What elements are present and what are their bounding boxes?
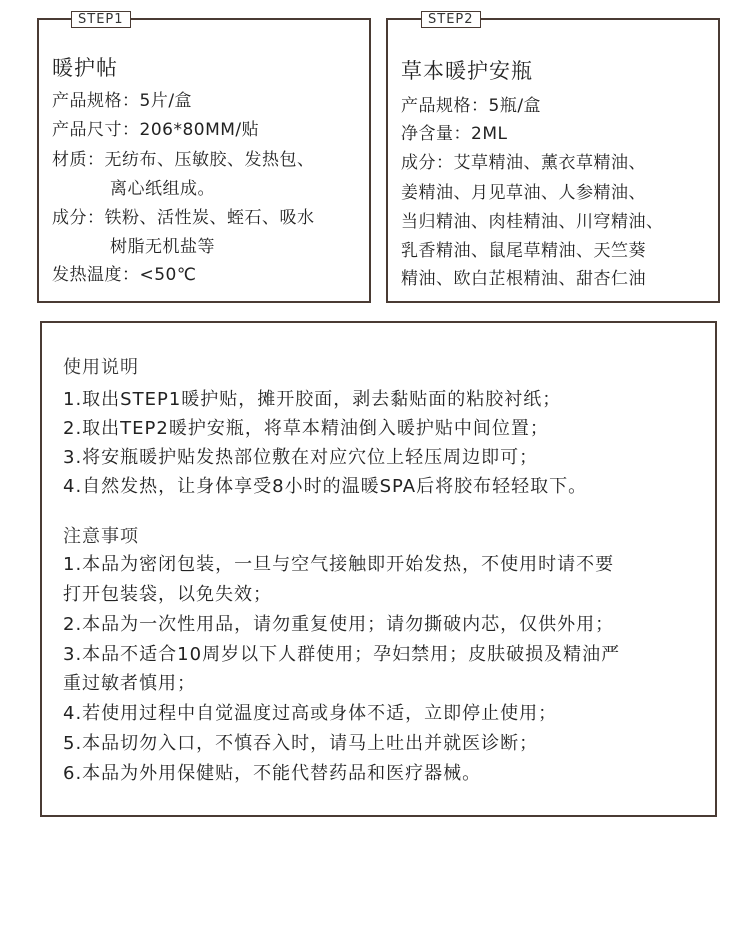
notice-line-6: 4.若使用过程中自觉温度过高或身体不适，立即停止使用； bbox=[63, 703, 558, 724]
step1-spec: 产品规格：5片/盒 bbox=[52, 91, 193, 111]
instructions-box bbox=[40, 321, 717, 817]
step2-spec: 产品规格：5瓶/盒 bbox=[401, 96, 542, 116]
notice-line-3: 2.本品为一次性用品，请勿重复使用；请勿撕破内芯，仅供外用； bbox=[63, 614, 615, 635]
step1-size: 产品尺寸：206*80MM/贴 bbox=[52, 120, 260, 140]
step1-temperature: 发热温度：<50℃ bbox=[52, 265, 197, 285]
notice-title: 注意事项 bbox=[63, 526, 139, 547]
notice-line-2: 打开包装袋，以免失效； bbox=[63, 584, 272, 605]
step2-volume: 净含量：2ML bbox=[401, 124, 508, 144]
step2-card bbox=[386, 12, 720, 303]
usage-title: 使用说明 bbox=[63, 357, 139, 378]
notice-line-5: 重过敏者慎用； bbox=[63, 673, 196, 694]
step2-title: 草本暖护安瓶 bbox=[401, 59, 533, 83]
notice-line-1: 1.本品为密闭包装，一旦与空气接触即开始发热，不使用时请不要 bbox=[63, 554, 615, 575]
step2-ingredients-5: 精油、欧白芷根精油、甜杏仁油 bbox=[401, 269, 646, 289]
usage-step-4: 4.自然发热，让身体享受8小时的温暖SPA后将胶布轻轻取下。 bbox=[63, 476, 588, 497]
step1-material-cont: 离心纸组成。 bbox=[110, 179, 215, 199]
step1-tag: STEP1 bbox=[71, 11, 131, 28]
step1-card bbox=[37, 12, 371, 303]
usage-step-3: 3.将安瓶暖护贴发热部位敷在对应穴位上轻压周边即可； bbox=[63, 447, 539, 468]
notice-line-4: 3.本品不适合10周岁以下人群使用；孕妇禁用；皮肤破损及精油严 bbox=[63, 644, 621, 665]
notice-line-8: 6.本品为外用保健贴，不能代替药品和医疗器械。 bbox=[63, 763, 482, 784]
usage-step-2: 2.取出TEP2暖护安瓶，将草本精油倒入暖护贴中间位置； bbox=[63, 418, 549, 439]
step1-ingredients-cont: 树脂无机盐等 bbox=[110, 237, 215, 257]
step2-ingredients-4: 乳香精油、鼠尾草精油、天竺葵 bbox=[401, 241, 646, 261]
step2-ingredients-3: 当归精油、肉桂精油、川穹精油、 bbox=[401, 212, 664, 232]
step1-material: 材质：无纺布、压敏胶、发热包、 bbox=[52, 150, 315, 170]
step2-tag: STEP2 bbox=[421, 11, 481, 28]
usage-step-1: 1.取出STEP1暖护贴，摊开胶面，剥去黏贴面的粘胶衬纸； bbox=[63, 389, 562, 410]
step1-ingredients: 成分：铁粉、活性炭、蛭石、吸水 bbox=[52, 208, 315, 228]
notice-line-7: 5.本品切勿入口，不慎吞入时，请马上吐出并就医诊断； bbox=[63, 733, 539, 754]
step1-title: 暖护帖 bbox=[52, 56, 118, 80]
step2-ingredients-1: 成分：艾草精油、薰衣草精油、 bbox=[401, 153, 646, 173]
step2-ingredients-2: 姜精油、月见草油、人参精油、 bbox=[401, 183, 646, 203]
